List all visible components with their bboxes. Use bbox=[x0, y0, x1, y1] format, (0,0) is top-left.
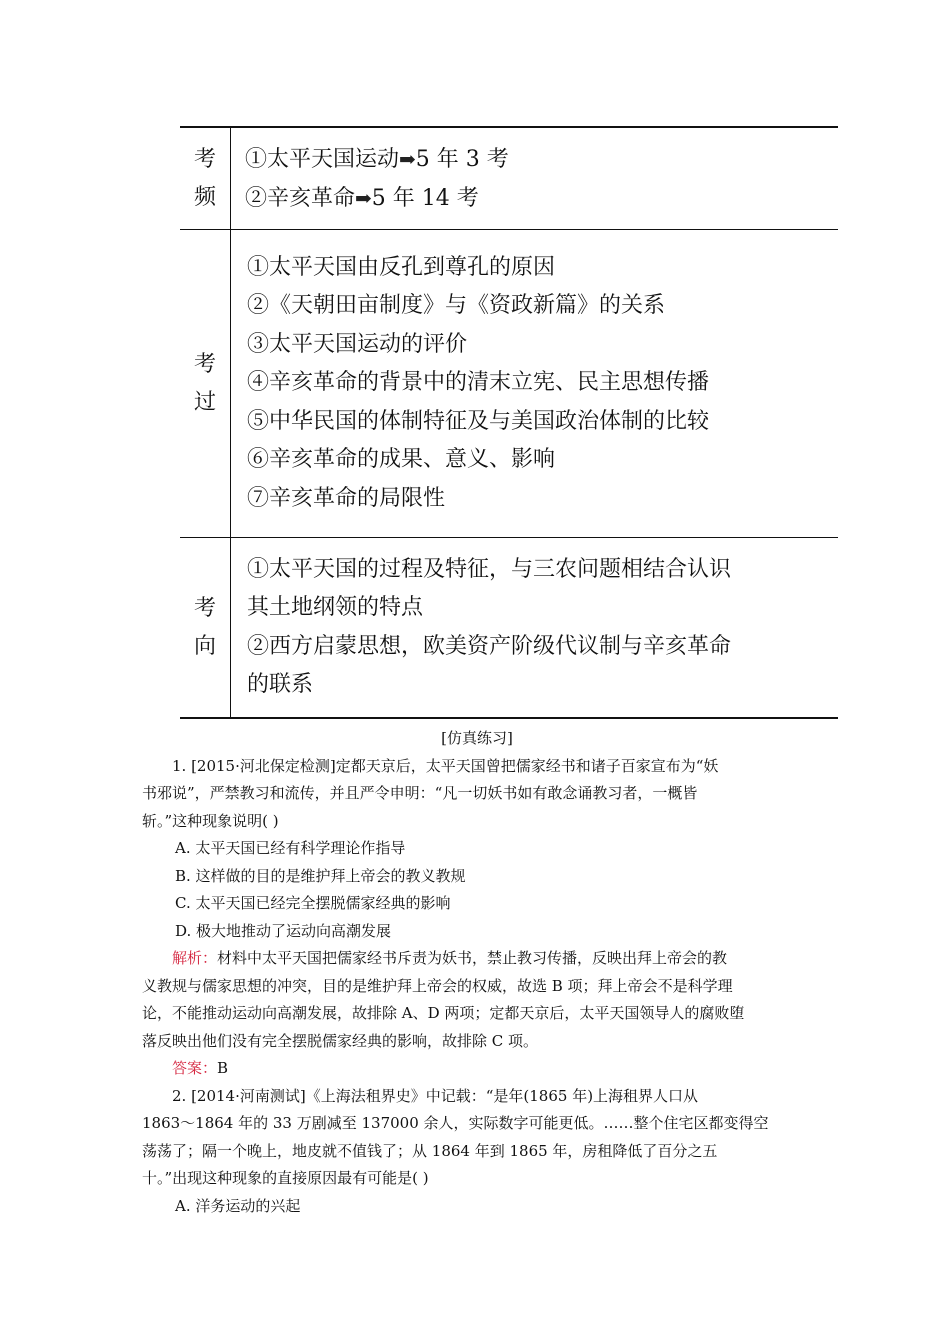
question-text: 1. [2015·河北保定检测]定都天京后，太平天国曾把儒家经书和诸子百家宣布为“妖 bbox=[172, 756, 719, 775]
tested-point: ④辛亥革命的背景中的清末立宪、民主思想传播 bbox=[247, 370, 710, 396]
option-b: B. 这样做的目的是维护拜上帝会的教义教规 bbox=[175, 866, 466, 885]
right-arrow-icon: ➡ bbox=[399, 146, 416, 171]
tested-point: ⑥辛亥革命的成果、意义、影响 bbox=[247, 447, 556, 473]
frequency-label: 考 频 bbox=[180, 127, 231, 230]
right-arrow-icon: ➡ bbox=[355, 185, 372, 210]
tested-points-row bbox=[180, 230, 838, 538]
analysis-line: 义教规与儒家思想的冲突，目的是维护拜上帝会的权威，故选 B 项；拜上帝会不是科学理 bbox=[142, 976, 733, 995]
tested-point: ①太平天国由反孔到尊孔的原因 bbox=[247, 254, 556, 280]
tested-point: ⑦辛亥革命的局限性 bbox=[247, 485, 446, 511]
question-text: 十。”出现这种现象的直接原因最有可能是( ) bbox=[142, 1169, 429, 1187]
answer-value: B bbox=[217, 1059, 229, 1077]
practice-heading: [仿真练习] bbox=[441, 729, 513, 747]
frequency-row bbox=[180, 127, 838, 230]
tested-point: ⑤中华民国的体制特征及与美国政治体制的比较 bbox=[247, 408, 710, 434]
analysis-line: 论，不能推动运动向高潮发展，故排除 A、D 两项；定都天京后，太平天国领导人的腐败堕 bbox=[142, 1004, 745, 1022]
analysis-line: 解析：材料中太平天国把儒家经书斥责为妖书，禁止教习传播，反映出拜上帝会的教 bbox=[172, 949, 728, 967]
direction-line: ②西方启蒙思想，欧美资产阶级代议制与辛亥革命 bbox=[247, 633, 732, 659]
tested-point: ②《天朝田亩制度》与《资政新篇》的关系 bbox=[247, 293, 666, 319]
practice-section bbox=[142, 725, 812, 1220]
question-text: 书邪说”，严禁教习和流传，并且严令申明：“凡一切妖书如有敢念诵教习者，一概皆 bbox=[142, 784, 698, 802]
frequency-content bbox=[231, 127, 839, 230]
question-text: 荡荡了；隔一个晚上，地皮就不值钱了；从 1864 年到 1865 年，房租降低了百分之五 bbox=[142, 1141, 718, 1160]
option-a: A. 太平天国已经有科学理论作指导 bbox=[175, 839, 406, 857]
question-2 bbox=[142, 1083, 812, 1221]
option-c: C. 太平天国已经完全摆脱儒家经典的影响 bbox=[175, 894, 451, 912]
tested-points-content bbox=[231, 230, 839, 538]
tested-points-label: 考 过 bbox=[180, 230, 231, 538]
answer-label: 答案： bbox=[172, 1059, 218, 1077]
question-1 bbox=[142, 753, 812, 1083]
direction-line: 的联系 bbox=[247, 672, 314, 697]
question-text: 1863～1864 年的 33 万剧减至 137000 余人，实际数字可能更低。……整个住宅区都变得空 bbox=[142, 1114, 769, 1132]
option-d: D. 极大地推动了运动向高潮发展 bbox=[175, 921, 392, 940]
answer-line bbox=[142, 1055, 812, 1083]
frequency-line: ①太平天国运动➡5 年 3 考 bbox=[245, 146, 509, 172]
exam-info-table bbox=[180, 126, 838, 719]
direction-line: 其土地纲领的特点 bbox=[247, 595, 424, 620]
option-a: A. 洋务运动的兴起 bbox=[175, 1196, 301, 1215]
frequency-line: ②辛亥革命➡5 年 14 考 bbox=[245, 185, 479, 211]
tested-point: ③太平天国运动的评价 bbox=[247, 331, 468, 357]
direction-line: ①太平天国的过程及特征，与三农问题相结合认识 bbox=[247, 556, 732, 582]
question-text: 2. [2014·河南测试]《上海法租界史》中记载：“是年(1865 年)上海租界人口从 bbox=[172, 1086, 699, 1105]
exam-direction-label: 考 向 bbox=[180, 538, 231, 719]
question-text: 斩。”这种现象说明( ) bbox=[142, 811, 279, 830]
exam-direction-content bbox=[231, 538, 839, 719]
exam-direction-row bbox=[180, 538, 838, 719]
analysis-line: 落反映出他们没有完全摆脱儒家经典的影响，故排除 C 项。 bbox=[142, 1031, 539, 1050]
analysis-label: 解析： bbox=[172, 949, 218, 967]
